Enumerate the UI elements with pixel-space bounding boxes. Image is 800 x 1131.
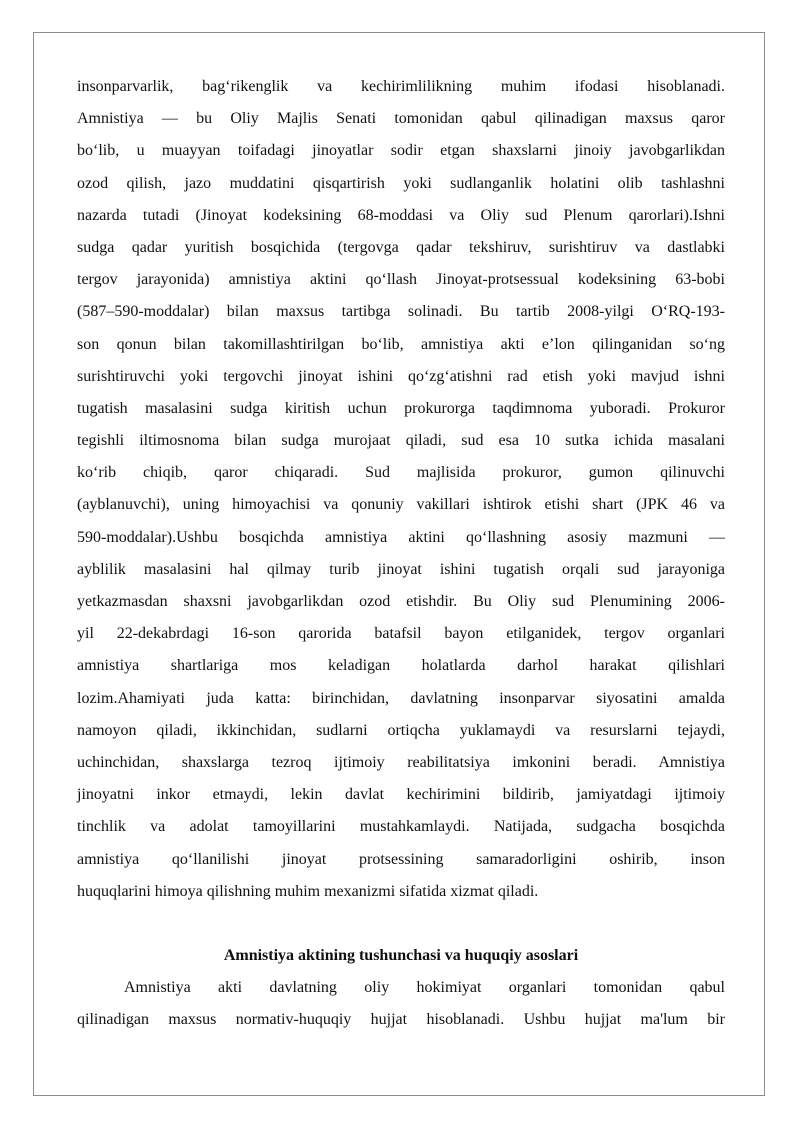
text-line: ozod qilish, jazo muddatini qisqartirish yoki sudlanganlik holatini olib tashlashni <box>77 174 725 192</box>
text-line: son qonun bilan takomillashtirilgan bo‘lib, amnistiya akti e’lon qilinganidan so‘ng <box>77 335 725 353</box>
text-line: Amnistiya akti davlatning oliy hokimiyat organlari tomonidan qabul <box>124 979 725 997</box>
text-line: namoyon qiladi, ikkinchidan, sudlarni ortiqcha yuklamaydi va resurslarni tejaydi, <box>77 721 725 739</box>
text-line: jinoyatni inkor etmaydi, lekin davlat kechirimini bildirib, jamiyatdagi ijtimoiy <box>77 786 725 804</box>
text-line: 590-moddalar).Ushbu bosqichda amnistiya aktini qo‘llashning asosiy mazmuni — <box>77 528 725 546</box>
paragraph-1 <box>77 71 725 908</box>
text-line: tugatish masalasini sudga kiritish uchun prokurorga taqdimnoma yuboradi. Prokuror <box>77 399 725 417</box>
text-line: tergov jarayonida) amnistiya aktini qo‘llash Jinoyat-protsessual kodeksining 63-bobi <box>77 271 725 289</box>
section-heading: Amnistiya aktining tushunchasi va huquqiy asoslari <box>223 946 579 964</box>
paragraph-2 <box>77 972 725 1036</box>
text-line: yil 22-dekabrdagi 16-son qarorida batafsil bayon etilganidek, tergov organlari <box>77 625 725 643</box>
text-line: ko‘rib chiqib, qaror chiqaradi. Sud majlisida prokuror, gumon qilinuvchi <box>77 464 725 482</box>
text-line: amnistiya shartlariga mos keladigan holatlarda darhol harakat qilishlari <box>77 657 725 675</box>
text-line: Amnistiya — bu Oliy Majlis Senati tomonidan qabul qilinadigan maxsus qaror <box>77 110 725 128</box>
text-line: tegishli iltimosnoma bilan sudga murojaat qiladi, sud esa 10 sutka ichida masalani <box>77 432 725 450</box>
text-line: amnistiya qo‘llanilishi jinoyat protsessining samaradorligini oshirib, inson <box>77 850 725 868</box>
text-line: bo‘lib, u muayyan toifadagi jinoyatlar sodir etgan shaxslarni jinoiy javobgarlikdan <box>77 142 725 160</box>
text-line: surishtiruvchi yoki tergovchi jinoyat ishini qo‘zg‘atishni rad etish yoki mavjud ishni <box>77 367 725 385</box>
text-line: huquqlarini himoya qilishning muhim mexanizmi sifatida xizmat qiladi. <box>77 882 539 900</box>
text-line: yetkazmasdan shaxsni javobgarlikdan ozod etishdir. Bu Oliy sud Plenumining 2006- <box>77 593 725 610</box>
text-line: nazarda tutadi (Jinoyat kodeksining 68-moddasi va Oliy sud Plenum qarorlari).Ishni <box>77 206 725 224</box>
text-line: ayblilik masalasini hal qilmay turib jinoyat ishini tugatish orqali sud jarayoniga <box>77 560 725 578</box>
text-line: insonparvarlik, bag‘rikenglik va kechirimlilikning muhim ifodasi hisoblanadi. <box>77 78 725 95</box>
document-body <box>77 71 725 1036</box>
text-line: sudga qadar yuritish bosqichida (tergovga qadar tekshiruv, surishtiruv va dastlabki <box>77 238 725 256</box>
text-line: tinchlik va adolat tamoyillarini mustahkamlaydi. Natijada, sudgacha bosqichda <box>77 818 725 836</box>
text-line: qilinadigan maxsus normativ-huquqiy hujjat hisoblanadi. Ushbu hujjat ma'lum bir <box>77 1011 725 1029</box>
text-line: uchinchidan, shaxslarga tezroq ijtimoiy reabilitatsiya imkonini beradi. Amnistiya <box>77 753 725 771</box>
text-line: (587–590-moddalar) bilan maxsus tartibga solinadi. Bu tartib 2008-yilgi O‘RQ-193- <box>77 303 725 321</box>
text-line: (ayblanuvchi), uning himoyachisi va qonuniy vakillari ishtirok etishi shart (JPK 46 va <box>77 496 725 514</box>
text-line: lozim.Ahamiyati juda katta: birinchidan, davlatning insonparvar siyosatini amalda <box>77 689 725 707</box>
